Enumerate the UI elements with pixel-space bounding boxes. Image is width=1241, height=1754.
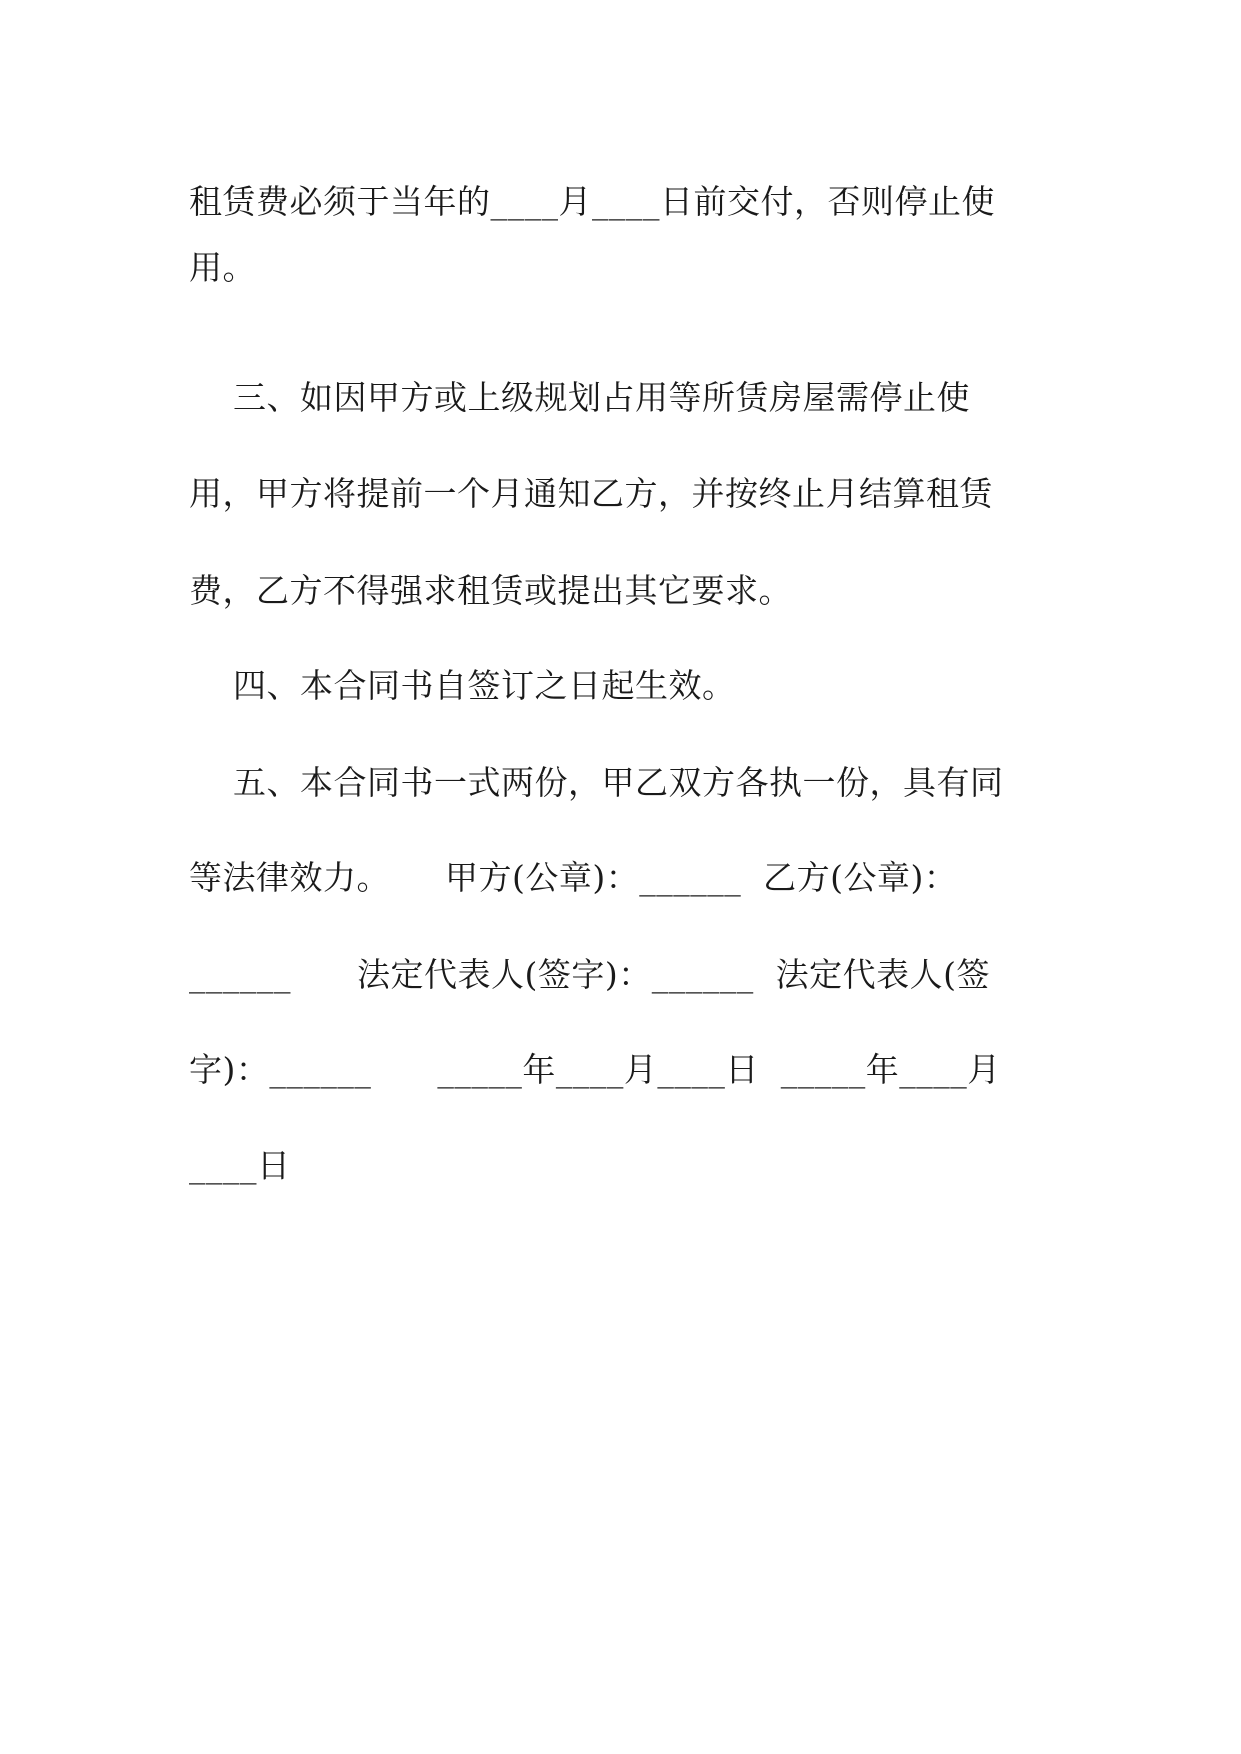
paragraph-line: 租赁费必须于当年的____月____日前交付，否则停止使 bbox=[189, 182, 995, 221]
signature-date-line: ____日 bbox=[189, 1146, 291, 1185]
clause-3-line: 用，甲方将提前一个月通知乙方，并按终止月结算租赁 bbox=[189, 474, 993, 513]
clause-3-line: 三、如因甲方或上级规划占用等所赁房屋需停止使 bbox=[189, 378, 970, 417]
signature-line: ______ 法定代表人(签字)：______ 法定代表人(签 bbox=[189, 955, 991, 994]
clause-5-line: 五、本合同书一式两份，甲乙双方各执一份，具有同 bbox=[189, 763, 1004, 802]
signature-line: 等法律效力。 甲方(公章)：______ 乙方(公章)： bbox=[189, 858, 958, 897]
clause-4-line: 四、本合同书自签订之日起生效。 bbox=[189, 666, 736, 705]
signature-date-line: 字)：______ _____年____月____日 _____年____月 bbox=[189, 1050, 1001, 1089]
clause-3-line: 费，乙方不得强求租赁或提出其它要求。 bbox=[189, 571, 792, 610]
paragraph-line: 用。 bbox=[189, 248, 256, 287]
